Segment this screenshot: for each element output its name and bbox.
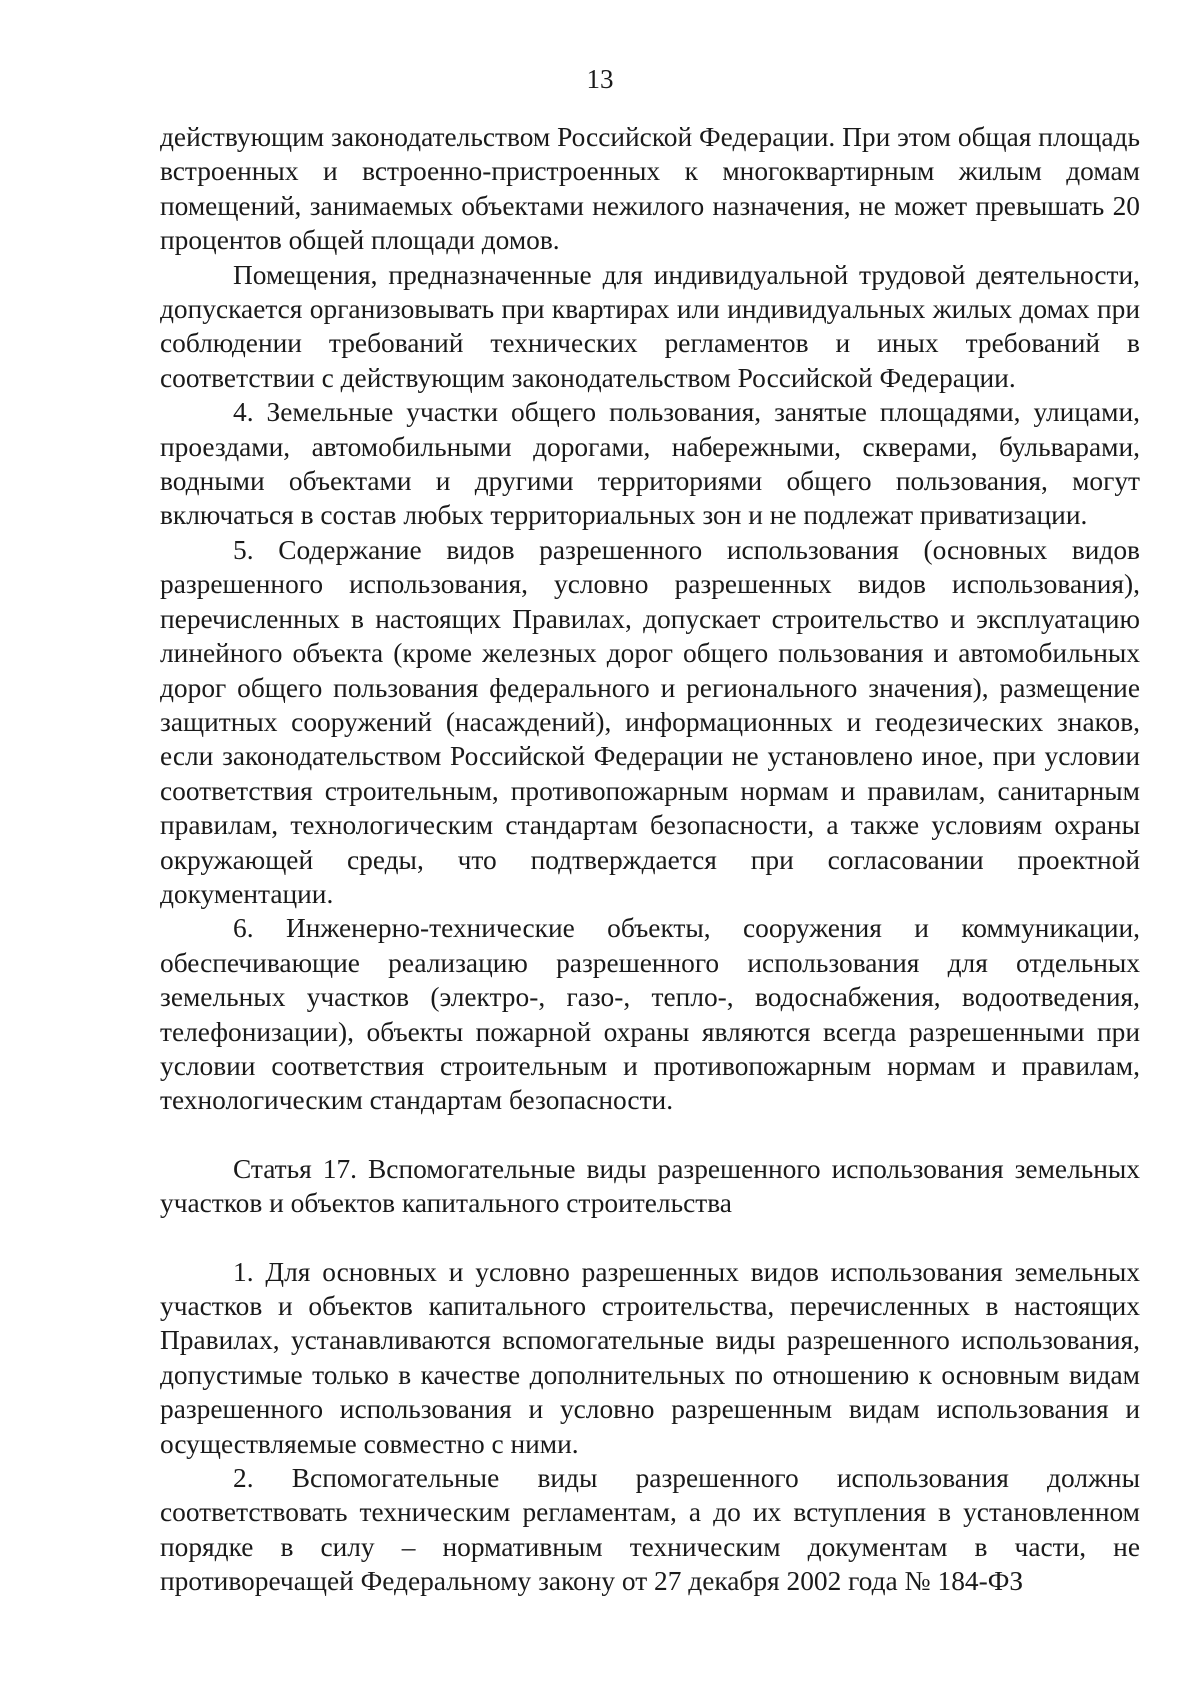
article-17-heading: Статья 17. Вспомогательные виды разрешенного использования земельных участков и объектов капитального строительства — [160, 1153, 1140, 1219]
paragraph-individual-labor: Помещения, предназначенные для индивидуальной трудовой деятельности, допускается организовывать при квартирах или индивидуальных жилых домах при соблюдении требований технических регламентов и иных требований в соответствии с действующим законодательством Российской Федерации. — [160, 259, 1140, 393]
paragraph-item-4: 4. Земельные участки общего пользования, занятые площадями, улицами, проездами, автомобильными дорогами, набережными, скверами, бульварами, водными объектами и другими территориями общего пользования, могут включаться в состав любых территориальных зон и не подлежат приватизации. — [160, 397, 1140, 531]
paragraph-item-5: 5. Содержание видов разрешенного использования (основных видов разрешенного использования, условно разрешенных видов использования), перечисленных в настоящих Правилах, допускает строительство и эксплуатацию линейного объекта (кроме железных дорог общего пользования и автомобильных дорог общего пользования федерального и регионального значения), размещение защитных сооружений (насаждений), информационных и геодезических знаков, если законодательством Российской Федерации не установлено иное, при условии соответствия строительным, противопожарным нормам и правилам, санитарным правилам, технологическим стандартам безопасности, а также условиям охраны окружающей среды, что подтверждается при согласовании проектной документации. — [160, 534, 1140, 909]
document-body — [160, 120, 1140, 1599]
article-17-item-2: 2. Вспомогательные виды разрешенного использования должны соответствовать техническим регламентам, а до их вступления в установленном порядке в силу – нормативным техническим документам в части, не противоречащей Федеральному закону от 27 декабря 2002 года № 184-ФЗ — [160, 1463, 1140, 1597]
paragraph-continuation: действующим законодательством Российской Федерации. При этом общая площадь встроенных и встроенно-пристроенных к многоквартирным жилым домам помещений, занимаемых объектами нежилого назначения, не может превышать 20 процентов общей площади домов. — [160, 122, 1140, 256]
paragraph-item-6: 6. Инженерно-технические объекты, сооружения и коммуникации, обеспечивающие реализацию разрешенного использования для отдельных земельных участков (электро-, газо-, тепло-, водоснабжения, водоотведения, телефонизации), объекты пожарной охраны являются всегда разрешенными при условии соответствия строительным и противопожарным нормам и правилам, технологическим стандартам безопасности. — [160, 913, 1140, 1116]
article-17-item-1: 1. Для основных и условно разрешенных видов использования земельных участков и объектов капитального строительства, перечисленных в настоящих Правилах, устанавливаются вспомогательные виды разрешенного использования, допустимые только в качестве дополнительных по отношению к основным видам разрешенного использования и условно разрешенным видам использования и осуществляемые совместно с ними. — [160, 1256, 1140, 1459]
page-number: 13 — [586, 64, 614, 94]
